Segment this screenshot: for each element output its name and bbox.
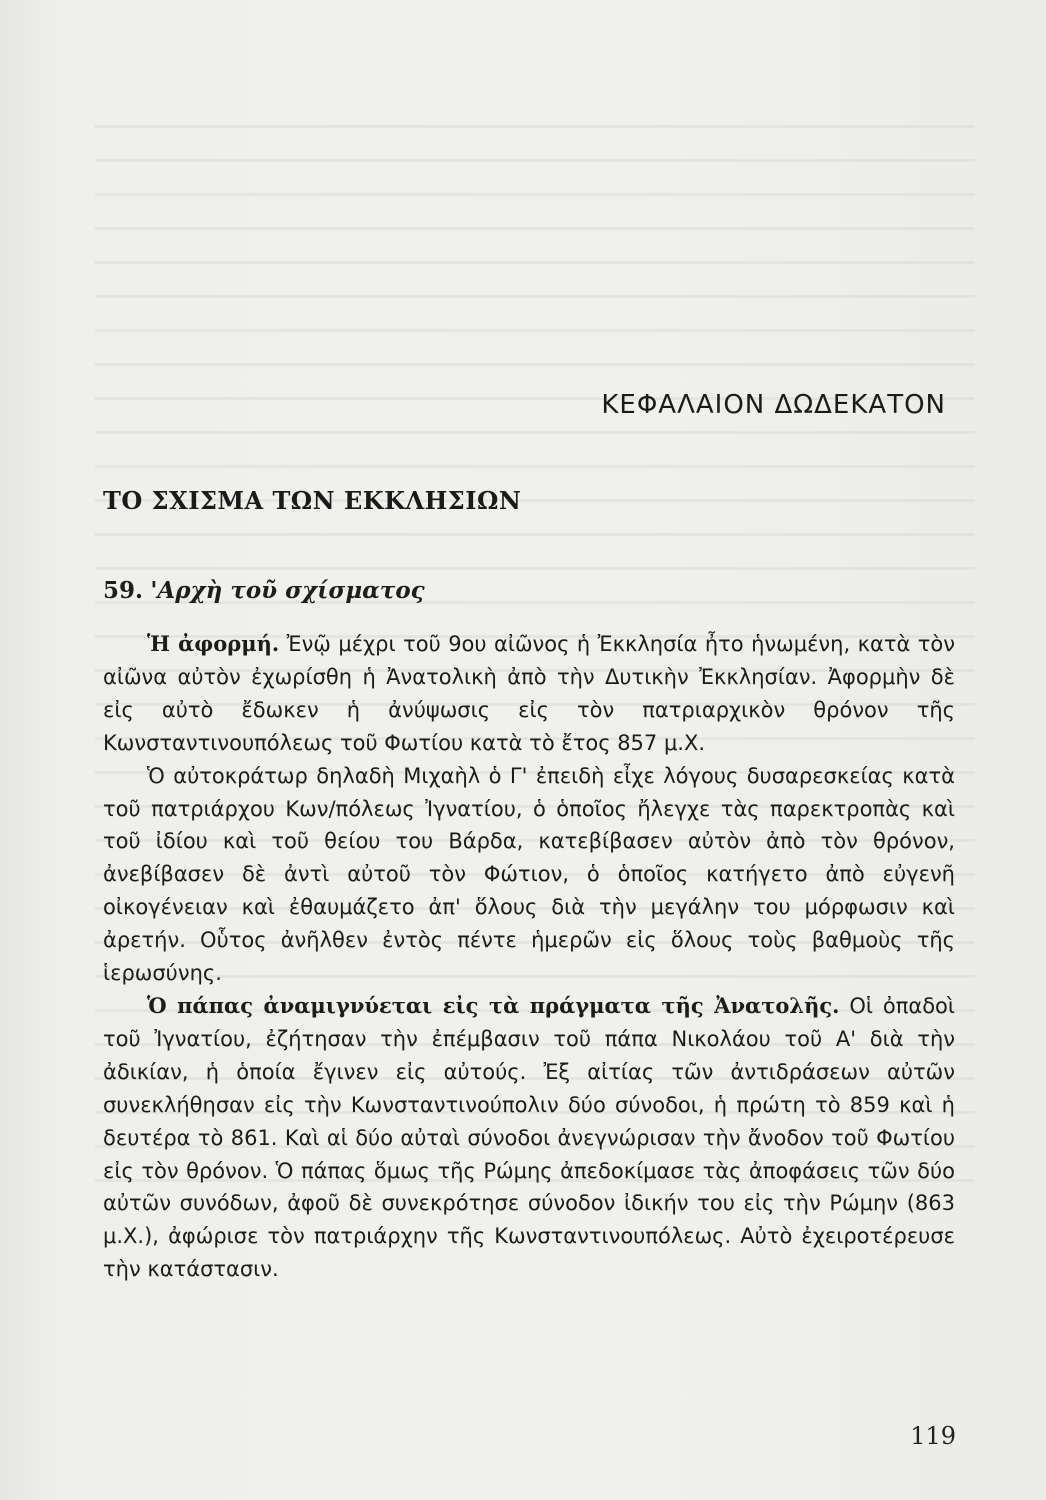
body-text	[103, 628, 955, 1286]
paragraph-run-head: Ἡ ἀφορμή.	[147, 631, 280, 656]
paragraph	[103, 990, 955, 1286]
chapter-heading: ΚΕΦΑΛΑΙΟΝ ΔΩΔΕΚΑΤΟΝ	[601, 390, 946, 420]
section-title: 'Αρχὴ τοῦ σχίσματος	[150, 577, 425, 604]
paragraph	[103, 760, 955, 990]
section-number: 59.	[103, 577, 144, 604]
paragraph-run-head: Ὁ πάπας ἀναμιγνύεται εἰς τὰ πράγματα τῆς Ἀνατολῆς.	[147, 992, 840, 1018]
paragraph-text: Ὁ αὐτοκράτωρ δηλαδὴ Μιχαὴλ ὁ Γ' ἐπειδὴ εἶχε λόγους δυσαρεσκείας κατὰ τοῦ πατριάρχου Κων/πόλεως Ἰγνατίου, ὁ ὁποῖος ἤλεγχε τὰς παρεκτροπὰς καὶ τοῦ ἰδίου καὶ τοῦ θείου του Βάρδα, κατεβίβασεν αὐτὸν ἀπὸ τὸν θρόνον, ἀνεβίβασεν δὲ ἀντὶ αὐτοῦ τὸν Φώτιον, ὁ ὁποῖος κατήγετο ἀπὸ εὐγενῆ οἰκογένειαν καὶ ἐθαυμάζετο ἀπ' ὅλους διὰ τὴν μεγάλην του μόρφωσιν καὶ ἀρετήν. Οὗτος ἀνῆλθεν ἐντὸς πέντε ἡμερῶν εἰς ὅλους τοὺς βαθμοὺς τῆς ἱερωσύνης.	[103, 763, 955, 986]
section-heading	[103, 577, 425, 604]
page-number: 119	[910, 1422, 956, 1450]
chapter-title: ΤΟ ΣΧΙΣΜΑ ΤΩΝ ΕΚΚΛΗΣΙΩΝ	[103, 486, 522, 515]
paragraph	[103, 628, 955, 760]
paragraph-text: Ἐνῷ μέχρι τοῦ 9ου αἰῶνος ἡ Ἐκκλησία ἦτο ἡνωμένη, κατὰ τὸν αἰῶνα αὐτὸν ἐχωρίσθη ἡ Ἀνατολικὴ ἀπὸ τὴν Δυτικὴν Ἐκκλησίαν. Ἀφορμὴν δὲ εἰς αὐτὸ ἔδωκεν ἡ ἀνύψωσις εἰς τὸν πατριαρχικὸν θρόνον τῆς Κωνσταντινουπόλεως τοῦ Φωτίου κατὰ τὸ ἔτος 857 μ.Χ.	[103, 632, 955, 755]
paragraph-text: Οἱ ὀπαδοὶ τοῦ Ἰγνατίου, ἐζήτησαν τὴν ἐπέμβασιν τοῦ πάπα Νικολάου τοῦ Α' διὰ τὴν ἀδικίαν, ἡ ὁποία ἔγινεν εἰς αὐτούς. Ἐξ αἰτίας τῶν ἀντιδράσεων αὐτῶν συνεκλήθησαν εἰς τὴν Κωνσταντινούπολιν δύο σύνοδοι, ἡ πρώτη τὸ 859 καὶ ἡ δευτέρα τὸ 861. Καὶ αἱ δύο αὐταὶ σύνοδοι ἀνεγνώρισαν τὴν ἄνοδον τοῦ Φωτίου εἰς τὸν θρόνον. Ὁ πάπας ὅμως τῆς Ρώμης ἀπεδοκίμασε τὰς ἀποφάσεις τῶν δύο αὐτῶν συνόδων, ἀφοῦ δὲ συνεκρότησε σύνοδον ἰδικήν του εἰς τὴν Ρώμην (863 μ.Χ.), ἀφώρισε τὸν πατριάρχην τῆς Κωνσταντινουπόλεως. Αὐτὸ ἐχειροτέρευσε τὴν κατάστασιν.	[103, 993, 955, 1282]
